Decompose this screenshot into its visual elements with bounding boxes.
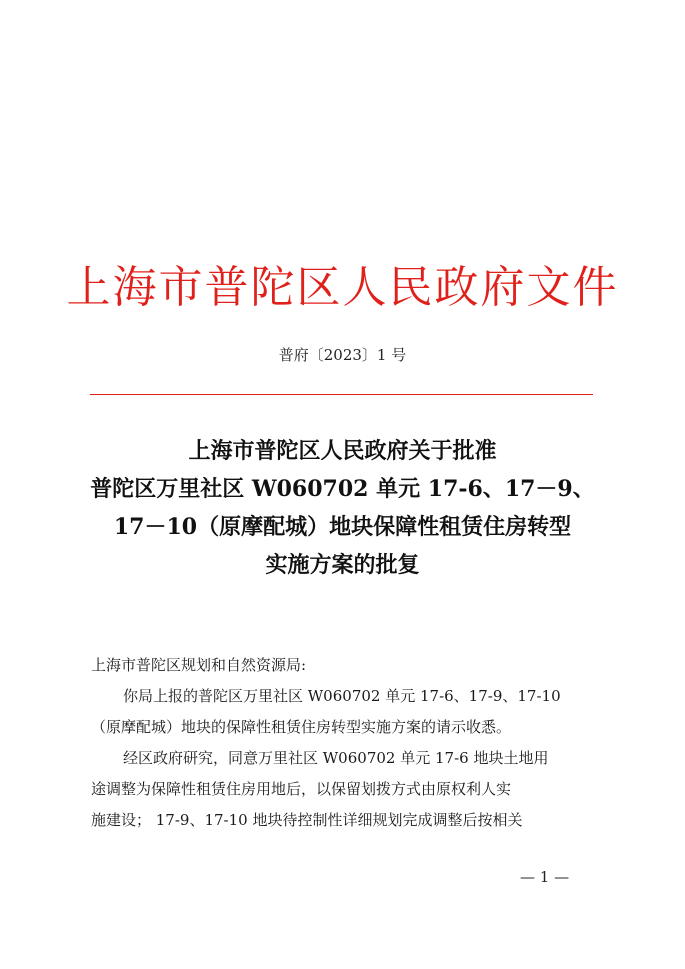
- document-body: [91, 650, 611, 836]
- body-line: 经区政府研究，同意万里社区 W060702 单元 17-6 地块土地用: [123, 749, 549, 767]
- body-line: （原摩配城）地块的保障性租赁住房转型实施方案的请示收悉。: [91, 718, 512, 736]
- title-line: 上海市普陀区人民政府关于批准: [188, 438, 497, 464]
- body-line: 途调整为保障性租赁住房用地后，以保留划拨方式由原权利人实: [91, 780, 512, 798]
- title-line: 17－10（原摩配城）地块保障性租赁住房转型: [113, 514, 572, 540]
- red-divider-line: [90, 394, 593, 395]
- document-title: [60, 432, 625, 584]
- document-number: 普府〔2023〕1 号: [278, 346, 407, 364]
- addressee: 上海市普陀区规划和自然资源局:: [91, 656, 307, 674]
- issuer-header: 上海市普陀区人民政府文件: [66, 262, 619, 313]
- body-line: 你局上报的普陀区万里社区 W060702 单元 17-6、17-9、17-10: [123, 687, 561, 705]
- body-line: 施建设； 17-9、17-10 地块待控制性详细规划完成调整后按相关: [91, 811, 523, 829]
- title-line: 实施方案的批复: [265, 552, 420, 578]
- title-line: 普陀区万里社区 W060702 单元 17-6、17－9、: [90, 476, 595, 502]
- page-number: — 1 —: [520, 868, 570, 886]
